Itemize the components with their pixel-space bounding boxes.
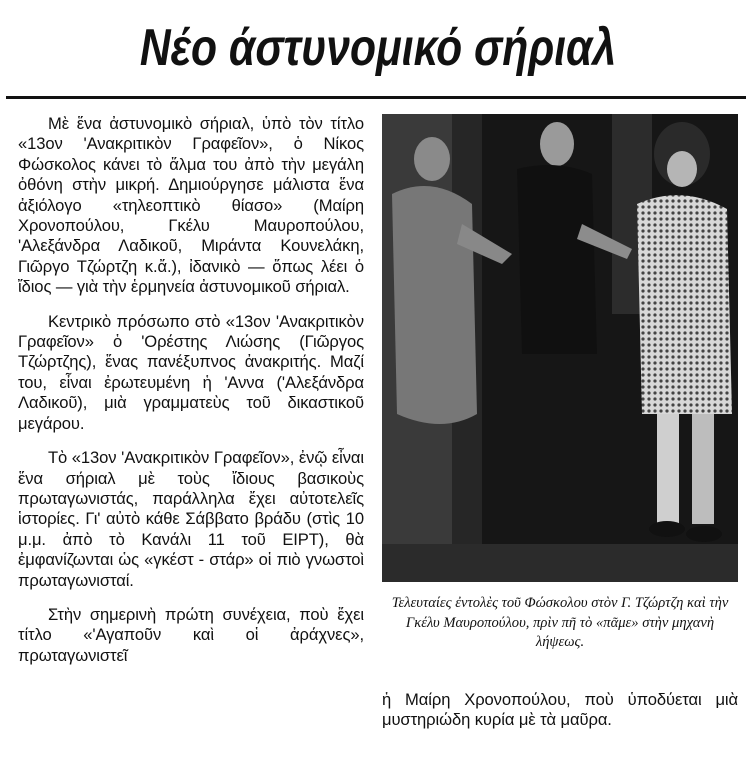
photo-caption: Τελευταίες ἐντολὲς τοῦ Φώσκολου στὸν Γ. Τζώρτζη καὶ τὴν Γκέλυ Μαυροπούλου, πρὶν πῆ τὸ «πᾶμε» στὴν μηχανὴ λήψεως.	[391, 595, 729, 651]
headline: Νέο άστυνομικό σήριαλ	[139, 19, 617, 77]
news-photo	[382, 114, 738, 582]
article-paragraph: Τὸ «13ον 'Ανακριτικὸν Γραφεῖον», ἐνῷ εἶναι ἕνα σήριαλ μὲ τοὺς ἴδιους βασικοὺς πρωταγωνιστάς, παράλληλα ἔχει αὐτοτελεῖς ἱστορίες. Γι' αὐτὸ κάθε Σάββατο βράδυ (στὶς 10 μ.μ. ἀπὸ τὸ Κανάλι 11 τοῦ ΕΙΡΤ), θὰ ἐμφανίζωνται ὡς «γκέστ - στάρ» οἱ πιὸ γνωστοὶ πρωταγωνισταί.	[18, 448, 364, 590]
headline-rule	[6, 96, 746, 99]
article-left-column	[18, 114, 364, 680]
article-paragraph: Μὲ ἕνα ἀστυνομικὸ σήριαλ, ὑπὸ τὸν τίτλο «13ον 'Ανακριτικὸν Γραφεῖον», ὁ Νίκος Φώσκολος κάνει τὸ ἅλμα του ἀπὸ τὴν μεγάλη ὀθόνη στὴν μικρή. Δημιούργησε μάλιστα ἕνα ἀξιόλογο «τηλεοπτικὸ θίασο» (Μαίρη Χρονοπούλου, Γκέλυ Μαυροπούλου, 'Αλεξάνδρα Λαδικοῦ, Μιράντα Κουνελάκη, Γιῶργο Τζώρτζη κ.ἄ.), ἰδανικὸ — ὅπως λέει ὁ ἴδιος — γιὰ τὴν ἑρμηνεία ἀστυνομικοῦ σήριαλ.	[18, 114, 364, 297]
article-continuation: ἡ Μαίρη Χρονοπούλου, ποὺ ὑποδύεται μιὰ μυστηριώδη κυρία μὲ τὰ μαῦρα.	[382, 690, 738, 730]
article-paragraph: Κεντρικὸ πρόσωπο στὸ «13ον 'Ανακριτικὸν Γραφεῖον» ὁ 'Ορέστης Λιώσης (Γιῶργος Τζώρτζης), ἕνας πανέξυπνος ἀνακριτής. Μαζί του, εἶναι ἐρωτευμένη ἡ 'Αννα ('Αλεξάνδρα Λαδικοῦ), μιὰ γραμματεὺς τοῦ δικαστικοῦ μεγάρου.	[18, 311, 364, 433]
photo-illustration	[382, 114, 738, 582]
article-paragraph: Στὴν σημερινὴ πρώτη συνέχεια, ποὺ ἔχει τίτλο «'Αγαποῦν καὶ οἱ ἀράχνες», πρωταγωνιστεῖ	[18, 604, 364, 665]
article-right-column	[382, 690, 738, 745]
